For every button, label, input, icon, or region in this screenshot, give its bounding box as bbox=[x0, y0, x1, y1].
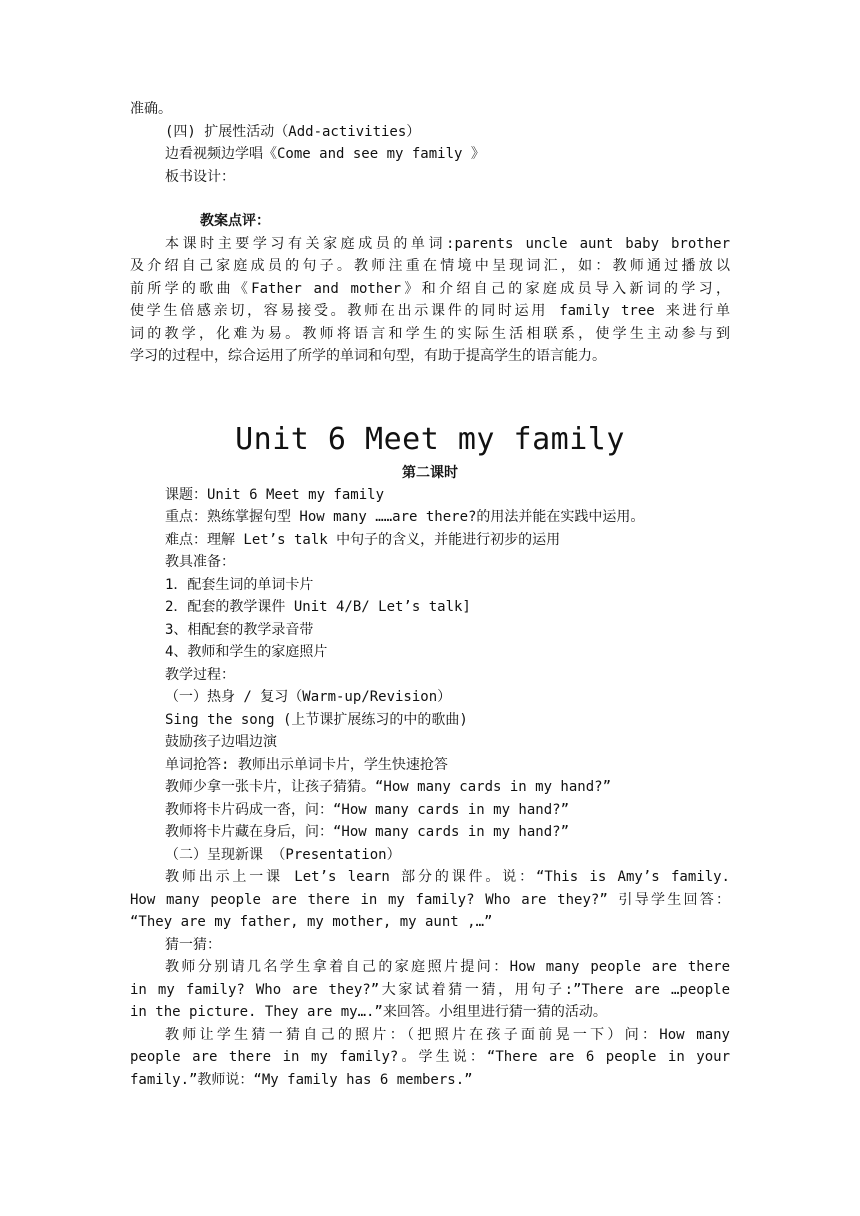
text-line: 教学过程： bbox=[165, 666, 235, 683]
text-line: 鼓励孩子边唱边演 bbox=[165, 734, 277, 750]
review-heading: 教案点评： bbox=[200, 213, 270, 229]
text-line: 单词抢答: 教师出示单词卡片，学生快速抢答 bbox=[165, 756, 448, 773]
text-line: in my family? Who are they?”大家试着猜一猜，用句子:”There are …people bbox=[130, 981, 730, 998]
text-line: in the picture. They are my….”来回答。小组里进行猜一猜的活动。 bbox=[130, 1004, 607, 1020]
text-line: 教师少拿一张卡片，让孩子猜猜。“How many cards in my hand?” bbox=[165, 779, 612, 795]
review-line: 使学生倍感亲切，容易接受。教师在出示课件的同时运用 family tree 来进行单 bbox=[130, 303, 730, 319]
review-line: 学习的过程中，综合运用了所学的单词和句型，有助于提高学生的语言能力。 bbox=[130, 348, 606, 364]
review-line: 本课时主要学习有关家庭成员的单词:parents uncle aunt baby brother bbox=[165, 235, 730, 252]
review-line: 及介绍自己家庭成员的句子。教师注重在情境中呈现词汇，如：教师通过播放以 bbox=[130, 258, 730, 274]
text-line: 教师让学生猜一猜自己的照片：（把照片在孩子面前晃一下）问：How many bbox=[165, 1026, 730, 1043]
text-line: family.”教师说：“My family has 6 members.” bbox=[130, 1071, 473, 1088]
text-line: 边看视频边学唱《Come and see my family 》 bbox=[165, 146, 485, 162]
section-heading-presentation: （二）呈现新课 （Presentation） bbox=[165, 846, 401, 863]
list-item: 4、教师和学生的家庭照片 bbox=[165, 644, 328, 660]
unit-title: Unit 6 Meet my family bbox=[235, 421, 625, 457]
text-line: 猜一猜： bbox=[165, 936, 221, 953]
text-line: 教师将卡片码成一沓，问：“How many cards in my hand?” bbox=[165, 801, 570, 818]
lesson-subtitle: 第二课时 bbox=[402, 464, 458, 481]
text-line: 难点：理解 Let’s talk 中句子的含义，并能进行初步的运用 bbox=[165, 531, 561, 548]
text-line: 教师分别请几名学生拿着自己的家庭照片提问：How many people are there bbox=[165, 959, 730, 975]
list-item: 3、相配套的教学录音带 bbox=[165, 621, 314, 638]
review-line: 前所学的歌曲《Father and mother》和介绍自己的家庭成员导入新词的学习， bbox=[130, 280, 730, 297]
text-line: 教师出示上一课 Let’s learn 部分的课件。说：“This is Amy’s family. bbox=[165, 869, 730, 885]
section-heading-warmup: （一）热身 / 复习（Warm-up/Revision） bbox=[165, 689, 452, 705]
text-line: people are there in my family?。学生说：“There are 6 people in your bbox=[130, 1049, 730, 1065]
section-heading-extension: (四) 扩展性活动（Add-activities） bbox=[165, 123, 421, 140]
text-line: 教具准备： bbox=[165, 554, 235, 570]
text-line: 准确。 bbox=[130, 101, 172, 117]
review-line: 词的教学，化难为易。教师将语言和学生的实际生活相联系，使学生主动参与到 bbox=[130, 325, 730, 342]
text-line: 重点：熟练掌握句型 How many ……are there?的用法并能在实践中运用。 bbox=[165, 509, 645, 525]
text-line: Sing the song (上节课扩展练习的中的歌曲) bbox=[165, 711, 468, 728]
text-line: 课题：Unit 6 Meet my family bbox=[165, 486, 385, 503]
document-page bbox=[130, 98, 730, 1091]
text-line: 板书设计： bbox=[165, 168, 235, 185]
list-item: 2．配套的教学课件 Unit 4/B/ Let’s talk] bbox=[165, 599, 471, 615]
text-line: “They are my father, my mother, my aunt ,…” bbox=[130, 914, 493, 930]
text-line: 教师将卡片藏在身后，问：“How many cards in my hand?” bbox=[165, 824, 570, 840]
list-item: 1．配套生词的单词卡片 bbox=[165, 576, 314, 593]
text-line: How many people are there in my family? Who are they?” 引导学生回答： bbox=[130, 891, 730, 908]
